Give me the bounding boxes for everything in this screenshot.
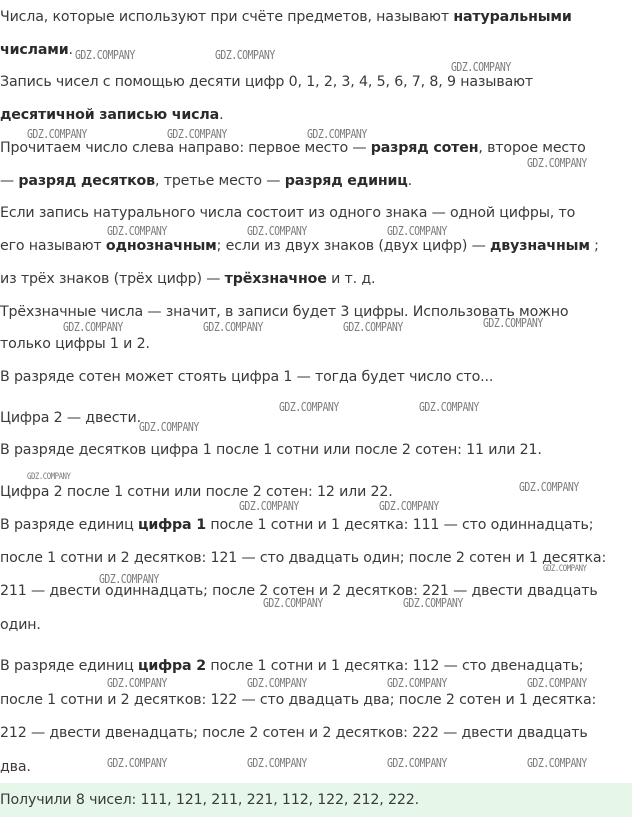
watermark-logo: GDZ.COMPANY: [203, 320, 263, 334]
text-line: [0, 409, 141, 427]
watermark-logo: GDZ.COMPANY: [107, 224, 167, 238]
watermark-logo: GDZ.COMPANY: [527, 756, 587, 770]
watermark-logo: GDZ.COMPANY: [483, 316, 543, 330]
term-bold: трёхзначное: [224, 271, 327, 287]
watermark-logo: GDZ.COMPANY: [387, 756, 447, 770]
text-segment: Трёхзначные числа — значит, в записи будет 3 цифры. Использовать можно: [0, 304, 569, 320]
result-highlight: [0, 783, 632, 817]
text-segment: 212 — двести двенадцать; после 2 сотен и 2 десятков: 222 — двести двадцать: [0, 725, 588, 741]
watermark-logo: GDZ.COMPANY: [27, 127, 87, 141]
result-text: Получили 8 чисел: 111, 121, 211, 221, 112, 122, 212, 222.: [0, 792, 419, 808]
watermark-logo: GDZ.COMPANY: [343, 320, 403, 334]
text-segment: после 1 сотни и 2 десятков: 121 — сто двадцать один; после 2 сотен и 1 десятка:: [0, 550, 607, 566]
text-segment: Цифра 2 — двести.: [0, 410, 141, 426]
text-line: [0, 41, 73, 59]
text-line: [0, 8, 572, 26]
text-segment: Если запись натурального числа состоит из одного знака — одной цифры, то: [0, 205, 576, 221]
text-line: [0, 172, 412, 190]
term-bold: цифра 1: [137, 517, 206, 533]
watermark-logo: GDZ.COMPANY: [387, 224, 447, 238]
text-segment: после 1 сотни и 1 десятка: 112 — сто двенадцать;: [205, 658, 584, 674]
term-bold: цифра 2: [137, 658, 206, 674]
text-segment: .: [219, 107, 224, 123]
text-line: [0, 73, 533, 91]
text-segment: , второе место: [478, 140, 586, 156]
text-line: [0, 335, 150, 353]
watermark-logo: GDZ.COMPANY: [451, 60, 511, 74]
text-segment: Цифра 2 после 1 сотни или после 2 сотен: 12 или 22.: [0, 484, 393, 500]
text-segment: В разряде единиц: [0, 658, 138, 674]
text-segment: 211 — двести одиннадцать; после 2 сотен и 2 десятков: 221 — двести двадцать: [0, 583, 598, 599]
term-bold: разряд десятков: [18, 173, 155, 189]
text-segment: ; если из двух знаков (двух цифр) —: [216, 238, 490, 254]
text-segment: , третье место —: [154, 173, 285, 189]
text-segment: .: [407, 173, 413, 189]
watermark-logo: GDZ.COMPANY: [263, 596, 323, 610]
term-bold: двузначным: [490, 238, 590, 254]
text-segment: —: [0, 173, 19, 189]
text-segment: его называют: [0, 238, 106, 254]
text-segment: Числа, которые используют при счёте предметов, называют: [0, 9, 454, 25]
watermark-logo: GDZ.COMPANY: [247, 676, 307, 690]
watermark-logo: GDZ.COMPANY: [215, 48, 275, 62]
text-segment: Запись чисел с помощью десяти цифр 0, 1, 2, 3, 4, 5, 6, 7, 8, 9 называют: [0, 74, 534, 90]
watermark-logo: GDZ.COMPANY: [387, 676, 447, 690]
text-segment: ;: [589, 238, 599, 254]
watermark-logo: GDZ.COMPANY: [527, 156, 587, 170]
text-line: [0, 204, 575, 222]
watermark-logo: GDZ.COMPANY: [543, 564, 587, 574]
term-bold: разряд единиц: [284, 173, 408, 189]
text-segment: после 1 сотни и 2 десятков: 122 — сто двадцать два; после 2 сотен и 1 десятка:: [0, 692, 597, 708]
watermark-logo: GDZ.COMPANY: [107, 756, 167, 770]
text-segment: В разряде единиц: [0, 517, 138, 533]
text-line: [0, 516, 593, 534]
text-segment: только цифры 1 и 2.: [0, 336, 150, 352]
text-segment: два.: [0, 759, 31, 775]
watermark-logo: GDZ.COMPANY: [99, 572, 159, 586]
term-bold: разряд сотен: [370, 140, 479, 156]
watermark-logo: GDZ.COMPANY: [527, 676, 587, 690]
text-line: [0, 368, 493, 386]
text-segment: В разряде сотен может стоять цифра 1 — тогда будет число сто...: [0, 369, 494, 385]
watermark-logo: GDZ.COMPANY: [279, 400, 339, 414]
text-line: [0, 691, 596, 709]
text-line: [0, 549, 606, 567]
watermark-logo: GDZ.COMPANY: [403, 596, 463, 610]
term-bold: числами: [0, 42, 69, 58]
text-segment: .: [68, 42, 73, 58]
text-line: [0, 237, 599, 255]
text-line: [0, 139, 586, 157]
term-bold: натуральными: [453, 9, 572, 25]
text-line: [0, 724, 588, 742]
term-bold: десятичной записью числа: [0, 107, 220, 123]
text-line: [0, 758, 31, 776]
term-bold: однозначным: [105, 238, 217, 254]
watermark-logo: GDZ.COMPANY: [519, 480, 579, 494]
text-line: [0, 616, 41, 634]
text-segment: после 1 сотни и 1 десятка: 111 — сто одиннадцать;: [205, 517, 594, 533]
watermark-logo: GDZ.COMPANY: [239, 499, 299, 513]
text-line: [0, 441, 542, 459]
watermark-logo: GDZ.COMPANY: [167, 127, 227, 141]
text-line: [0, 270, 375, 288]
watermark-logo: GDZ.COMPANY: [247, 756, 307, 770]
watermark-logo: GDZ.COMPANY: [27, 472, 71, 482]
watermark-logo: GDZ.COMPANY: [107, 676, 167, 690]
text-line: [0, 106, 223, 124]
text-segment: и т. д.: [326, 271, 376, 287]
watermark-logo: GDZ.COMPANY: [63, 320, 123, 334]
text-segment: Прочитаем число слева направо: первое место —: [0, 140, 371, 156]
text-segment: из трёх знаков (трёх цифр) —: [0, 271, 225, 287]
watermark-logo: GDZ.COMPANY: [75, 48, 135, 62]
watermark-logo: GDZ.COMPANY: [307, 127, 367, 141]
watermark-logo: GDZ.COMPANY: [419, 400, 479, 414]
watermark-logo: GDZ.COMPANY: [379, 499, 439, 513]
watermark-logo: GDZ.COMPANY: [247, 224, 307, 238]
text-line: [0, 657, 583, 675]
text-segment: один.: [0, 617, 41, 633]
text-segment: В разряде десятков цифра 1 после 1 сотни или после 2 сотен: 11 или 21.: [0, 442, 542, 458]
watermark-logo: GDZ.COMPANY: [139, 420, 199, 434]
text-line: [0, 483, 393, 501]
